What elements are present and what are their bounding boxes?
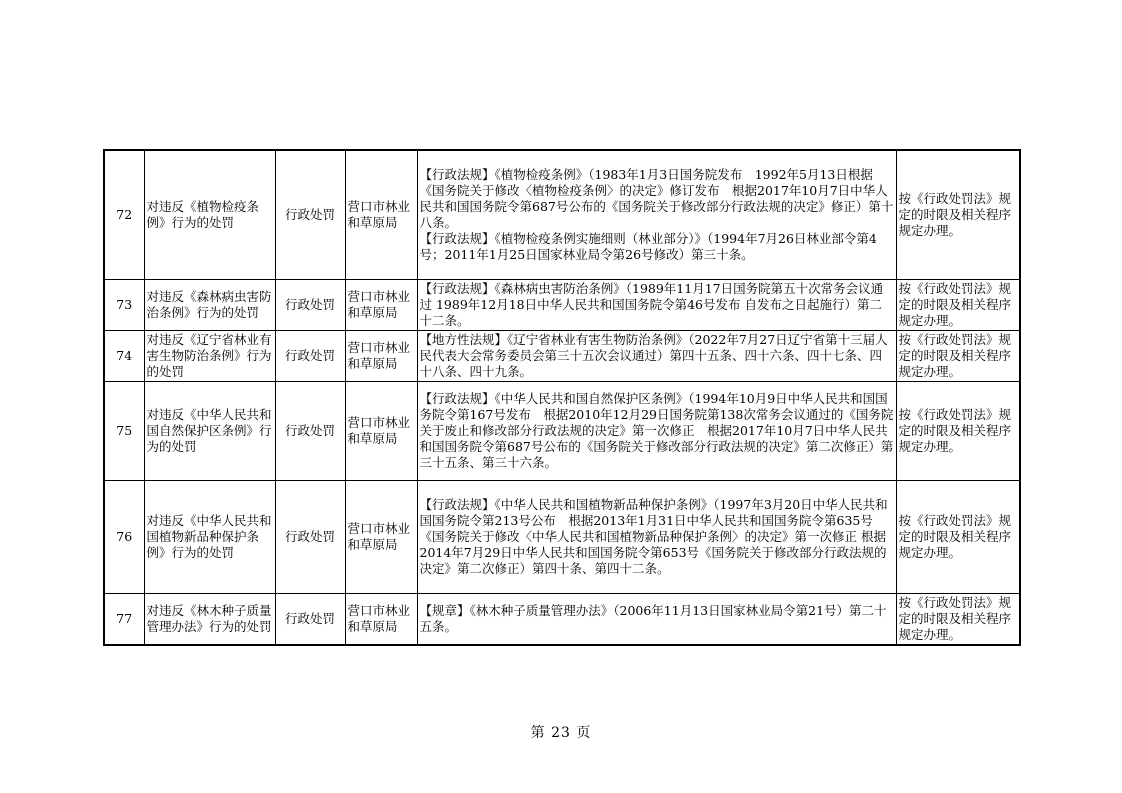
item-name: 对违反《中华人民共和国植物新品种保护条例》行为的处罚 [144, 480, 275, 593]
row-number: 77 [104, 593, 144, 645]
item-category: 行政处罚 [275, 330, 345, 381]
item-table-container [103, 149, 1019, 646]
time-limit-note: 按《行政处罚法》规定的时限及相关程序规定办理。 [896, 150, 1020, 279]
row-number: 76 [104, 480, 144, 593]
time-limit-note: 按《行政处罚法》规定的时限及相关程序规定办理。 [896, 593, 1020, 645]
implementing-department: 营口市林业和草原局 [345, 593, 417, 645]
legal-basis [417, 330, 896, 381]
legal-basis [417, 593, 896, 645]
item-category: 行政处罚 [275, 593, 345, 645]
implementing-department: 营口市林业和草原局 [345, 150, 417, 279]
item-category: 行政处罚 [275, 279, 345, 330]
row-number: 74 [104, 330, 144, 381]
time-limit-note: 按《行政处罚法》规定的时限及相关程序规定办理。 [896, 381, 1020, 480]
legal-basis-paragraph: 【行政法规】《中华人民共和国自然保护区条例》（1994年10月9日中华人民共和国国务院令第167号发布 根据2010年12月29日国务院第138次常务会议通过的《国务院关于废止和修改部分行政法规的决定》第一次修正 根据2017年10月7日中华人民共和国国务院令第687号公布的《国务院关于修改部分行政法规的决定》第二次修正）第三十五条、第三十六条。 [419, 390, 894, 470]
implementing-department: 营口市林业和草原局 [345, 330, 417, 381]
administrative-penalty-table [103, 149, 1021, 646]
time-limit-note: 按《行政处罚法》规定的时限及相关程序规定办理。 [896, 330, 1020, 381]
table-body [104, 150, 1020, 645]
item-category: 行政处罚 [275, 150, 345, 279]
legal-basis [417, 150, 896, 279]
item-name: 对违反《中华人民共和国自然保护区条例》行为的处罚 [144, 381, 275, 480]
table-row [104, 593, 1020, 645]
implementing-department: 营口市林业和草原局 [345, 381, 417, 480]
page-number: 第 23 页 [530, 725, 592, 741]
time-limit-note: 按《行政处罚法》规定的时限及相关程序规定办理。 [896, 480, 1020, 593]
row-number: 73 [104, 279, 144, 330]
legal-basis-paragraph: 【规章】《林木种子质量管理办法》（2006年11月13日国家林业局令第21号）第二十五条。 [419, 602, 887, 634]
time-limit-note: 按《行政处罚法》规定的时限及相关程序规定办理。 [896, 279, 1020, 330]
implementing-department: 营口市林业和草原局 [345, 279, 417, 330]
row-number: 72 [104, 150, 144, 279]
legal-basis-paragraph: 【行政法规】《森林病虫害防治条例》（1989年11月17日国务院第五十次常务会议通过 1989年12月18日中华人民共和国国务院令第46号发布 自发布之日起施行）第二十二条。 [419, 280, 884, 328]
legal-basis-paragraph: 【行政法规】《植物检疫条例》（1983年1月3日国务院发布 1992年5月13日根据《国务院关于修改〈植物检疫条例〉的决定》修订发布 根据2017年10月7日中华人民共和国国务院令第687号公布的《国务院关于修改部分行政法规的决定》修正）第十八条。 [419, 166, 894, 230]
table-row [104, 330, 1020, 381]
legal-basis-paragraph: 【行政法规】《中华人民共和国植物新品种保护条例》（1997年3月20日中华人民共和国国务院令第213号公布 根据2013年1月31日中华人民共和国国务院令第635号《国务院关于修改〈中华人民共和国植物新品种保护条例〉的决定》第一次修正 根据2014年7月29日中华人民共和国国务院令第653号《国务院关于修改部分行政法规的决定》第二次修正）第四十条、第四十二条。 [419, 496, 888, 576]
implementing-department: 营口市林业和草原局 [345, 480, 417, 593]
legal-basis-paragraph: 【地方性法规】《辽宁省林业有害生物防治条例》（2022年7月27日辽宁省第十三届人民代表大会常务委员会第三十五次会议通过）第四十五条、四十六条、四十七条、四十八条、四十九条。 [419, 331, 888, 379]
legal-basis [417, 381, 896, 480]
item-name: 对违反《林木种子质量管理办法》行为的处罚 [144, 593, 275, 645]
item-name: 对违反《森林病虫害防治条例》行为的处罚 [144, 279, 275, 330]
item-name: 对违反《辽宁省林业有害生物防治条例》行为的处罚 [144, 330, 275, 381]
legal-basis-paragraph: 【行政法规】《植物检疫条例实施细则（林业部分）》（1994年7月26日林业部令第4号；2011年1月25日国家林业局令第26号修改）第三十条。 [419, 230, 877, 262]
item-category: 行政处罚 [275, 480, 345, 593]
legal-basis [417, 480, 896, 593]
table-row [104, 480, 1020, 593]
table-row [104, 381, 1020, 480]
row-number: 75 [104, 381, 144, 480]
item-name: 对违反《植物检疫条例》行为的处罚 [144, 150, 275, 279]
item-category: 行政处罚 [275, 381, 345, 480]
table-row [104, 279, 1020, 330]
legal-basis [417, 279, 896, 330]
table-row [104, 150, 1020, 279]
